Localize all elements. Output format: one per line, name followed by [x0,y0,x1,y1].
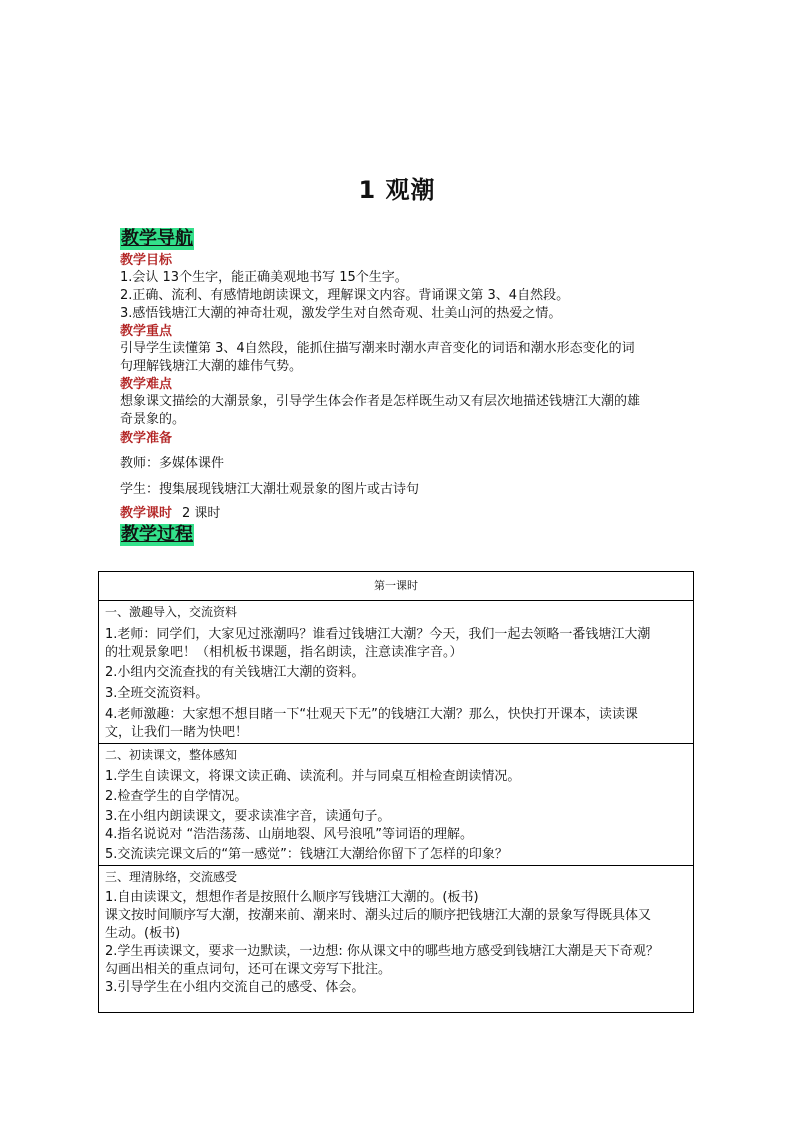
goal-item: 1.会认 13个生字，能正确美观地书写 15个生字。 [120,270,408,285]
difficulty-line: 奇景象的。 [120,412,186,427]
hours-label: 教学课时 [120,506,173,521]
teaching-guide [120,228,680,548]
section-line: 勾画出相关的重点词句，还可在课文旁写下批注。 [105,962,392,977]
section-line: 3.全班交流资料。 [105,686,209,701]
section-line: 2.小组内交流查找的有关钱塘江大潮的资料。 [105,665,365,680]
table-row [99,744,693,866]
section-line: 4.老师激趣：大家想不想目睹一下“壮观天下无”的钱塘江大潮？那么，快快打开课本，读读课 [105,707,638,722]
section-line: 1.老师：同学们，大家见过涨潮吗？谁看过钱塘江大潮？今天，我们一起去领略一番钱塘江大潮 [105,627,651,642]
hours-value: 2 课时 [182,506,221,521]
section-line: 1.学生自读课文，将课文读正确、读流利。并与同桌互相检查朗读情况。 [105,769,521,784]
key-line: 句理解钱塘江大潮的雄伟气势。 [120,359,303,374]
table-row [99,866,693,998]
goals-label: 教学目标 [120,253,173,268]
key-line: 引导学生读懂第 3、4自然段，能抓住描写潮来时潮水声音变化的词语和潮水形态变化的词 [120,341,635,356]
section-line: 生动。(板书) [105,926,181,941]
section-line: 5.交流读完课文后的“第一感觉”：钱塘江大潮给你留下了怎样的印象？ [105,847,508,862]
lesson-table [98,571,694,1013]
goal-item: 3.感悟钱塘江大潮的神奇壮观，激发学生对自然奇观、壮美山河的热爱之情。 [120,306,562,321]
guide-heading: 教学导航 [121,228,193,249]
table-header: 第一课时 [99,572,693,601]
section-line: 4.指名说说对 “浩浩荡荡、山崩地裂、风号浪吼”等词语的理解。 [105,827,474,842]
prep-teacher: 教师：多媒体课件 [120,456,225,471]
section-line: 3.在小组内朗读课文，要求读准字音，读通句子。 [105,809,391,824]
section-line: 的壮观景象吧！（相机板书课题，指名朗读，注意读准字音。） [105,645,463,660]
prep-student: 学生：搜集展现钱塘江大潮壮观景象的图片或古诗句 [120,482,420,497]
difficulty-label: 教学难点 [120,377,173,392]
prep-label: 教学准备 [120,431,173,446]
difficulty-line: 想象课文描绘的大潮景象，引导学生体会作者是怎样既生动又有层次地描述钱塘江大潮的雄 [120,394,641,409]
section-line: 3.引导学生在小组内交流自己的感受、体会。 [105,980,365,995]
section-line: 2.检查学生的自学情况。 [105,789,248,804]
section-line: 1.自由读课文，想想作者是按照什么顺序写钱塘江大潮的。(板书) [105,890,479,905]
section-line: 课文按时间顺序写大潮，按潮来前、潮来时、潮头过后的顺序把钱塘江大潮的景象写得既具体又 [105,908,652,923]
section-line: 2.学生再读课文，要求一边默读，一边想: 你从课文中的哪些地方感受到钱塘江大潮是天下奇观？ [105,944,659,959]
table-row [99,601,693,744]
section-title: 三、理清脉络，交流感受 [105,870,238,884]
section-title: 一、激趣导入，交流资料 [105,605,238,619]
section-title: 二、初读课文，整体感知 [105,748,238,762]
key-label: 教学重点 [120,324,173,339]
section-line: 文，让我们一睹为快吧！ [105,725,249,740]
goal-item: 2.正确、流利、有感情地朗读课文，理解课文内容。背诵课文第 3、4自然段。 [120,288,570,303]
process-heading: 教学过程 [121,524,193,545]
page-title: 1 观潮 [358,176,436,204]
